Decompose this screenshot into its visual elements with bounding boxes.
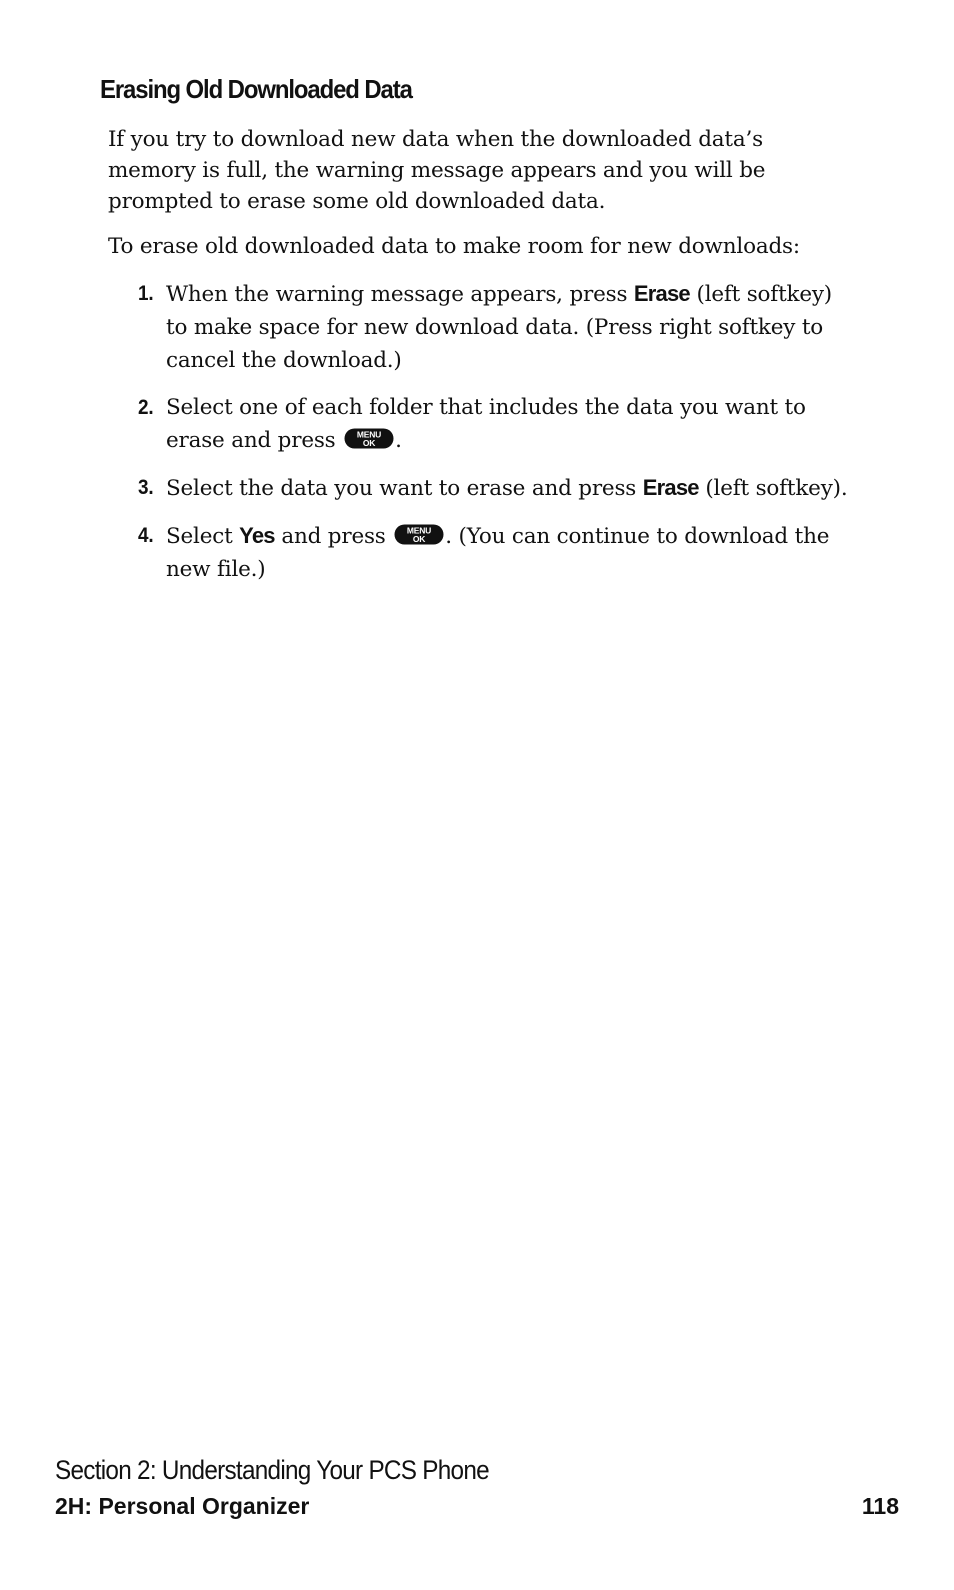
menu-ok-key-icon xyxy=(344,428,394,449)
menu-ok-line2: OK xyxy=(362,438,376,448)
step-text: When the warning message appears, press xyxy=(166,282,634,307)
menu-ok-line1: MENU xyxy=(357,429,382,440)
instruction-lead-paragraph: To erase old downloaded data to make room for new downloads: xyxy=(108,234,800,259)
erase-key-label: Erase xyxy=(633,281,690,306)
step-text: and press xyxy=(274,524,393,549)
menu-ok-line1: MENU xyxy=(407,525,432,536)
yes-key-label: Yes xyxy=(239,523,275,548)
intro-paragraph: If you try to download new data when the downloaded data’s memory is full, the warning message appears and you will be prompted to erase some old downloaded data. xyxy=(108,127,766,214)
step-item-1 xyxy=(138,277,848,377)
step-number: 2. xyxy=(138,396,154,419)
menu-ok-key-icon xyxy=(394,524,444,545)
step-text: . xyxy=(395,428,402,453)
step-text: (left softkey). xyxy=(698,476,848,501)
step-text: Select one of each folder that includes the data you want to erase and press xyxy=(166,395,806,453)
step-text: Select the data you want to erase and press xyxy=(166,476,643,501)
step-text: Select xyxy=(166,524,240,549)
step-text: (left softkey) to make space for new download data. (Press right softkey to cancel the download.) xyxy=(166,282,832,373)
step-item-4 xyxy=(138,519,848,586)
step-number: 1. xyxy=(138,282,154,305)
step-text: . (You can continue to download the new file.) xyxy=(166,524,830,582)
footer-chapter-title: 2H: Personal Organizer xyxy=(55,1493,310,1519)
menu-ok-line2: OK xyxy=(413,534,426,544)
step-number: 3. xyxy=(138,476,154,499)
step-item-3 xyxy=(138,471,848,505)
footer-section-title: Section 2: Understanding Your PCS Phone xyxy=(55,1455,489,1485)
step-item-2 xyxy=(138,391,848,457)
page-number: 118 xyxy=(861,1493,899,1519)
steps-list xyxy=(138,277,848,600)
section-heading: Erasing Old Downloaded Data xyxy=(100,74,412,104)
step-number: 4. xyxy=(138,524,154,547)
erase-key-label: Erase xyxy=(642,475,699,500)
